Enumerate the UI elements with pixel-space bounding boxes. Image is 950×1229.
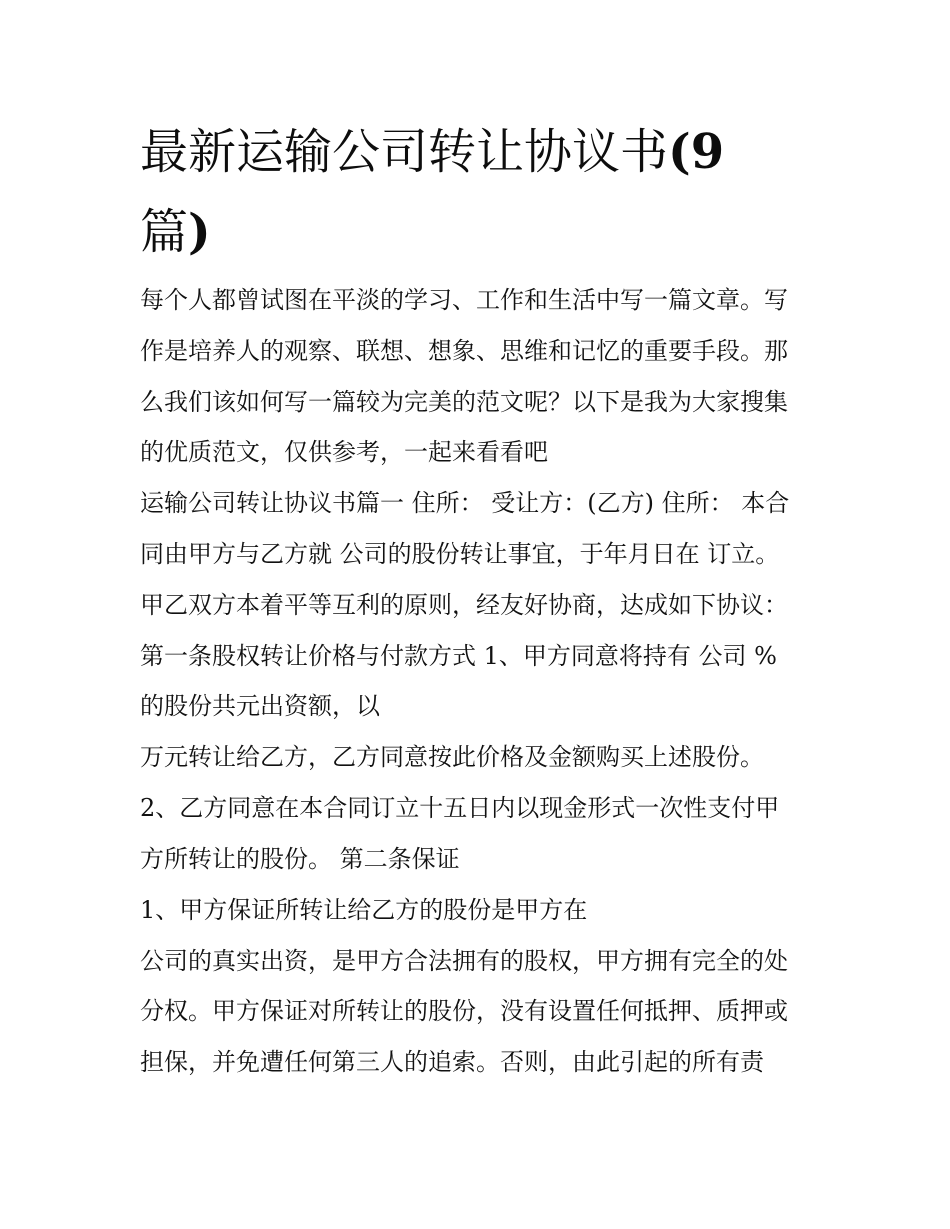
- title-line-2: 篇: [140, 204, 189, 260]
- title-count-close: ): [188, 204, 211, 260]
- title-count-open: (9: [668, 124, 725, 180]
- body-line-11: 2、乙方同意在本合同订立十五日内以现金形式一次性支付甲: [140, 794, 780, 822]
- body-line-10: 万元转让给乙方，乙方同意按此价格及金额购买上述股份。: [140, 743, 764, 771]
- body-line-14: 公司的真实出资，是甲方合法拥有的股权，甲方拥有完全的处: [140, 947, 788, 975]
- body-line-1: 每个人都曾试图在平淡的学习、工作和生活中写一篇文章。写: [140, 286, 788, 314]
- body-line-9: 的股份共元出资额，以: [140, 692, 380, 720]
- document-title: [140, 112, 820, 272]
- body-line-3: 么我们该如何写一篇较为完美的范文呢？以下是我为大家搜集: [140, 388, 788, 416]
- title-line-1: 最新运输公司转让协议书: [140, 124, 669, 180]
- body-line-12: 方所转让的股份。 第二条保证: [140, 845, 460, 873]
- body-line-16: 担保，并免遭任何第三人的追索。否则，由此引起的所有责: [140, 1048, 764, 1076]
- body-line-5: 运输公司转让协议书篇一 住所： 受让方：(乙方) 住所： 本合: [140, 489, 790, 517]
- body-line-15: 分权。甲方保证对所转让的股份，没有设置任何抵押、质押或: [140, 997, 788, 1025]
- body-line-6: 同由甲方与乙方就 公司的股份转让事宜，于年月日在 订立。: [140, 540, 780, 568]
- body-line-2: 作是培养人的观察、联想、想象、思维和记忆的重要手段。那: [140, 337, 788, 365]
- body-line-7: 甲乙双方本着平等互利的原则，经友好协商，达成如下协议：: [140, 591, 788, 619]
- body-line-8: 第一条股权转让价格与付款方式 1、甲方同意将持有 公司 %: [140, 642, 777, 670]
- body-line-4: 的优质范文，仅供参考，一起来看看吧: [140, 438, 548, 466]
- body-line-13: 1、甲方保证所转让给乙方的股份是甲方在: [140, 896, 588, 924]
